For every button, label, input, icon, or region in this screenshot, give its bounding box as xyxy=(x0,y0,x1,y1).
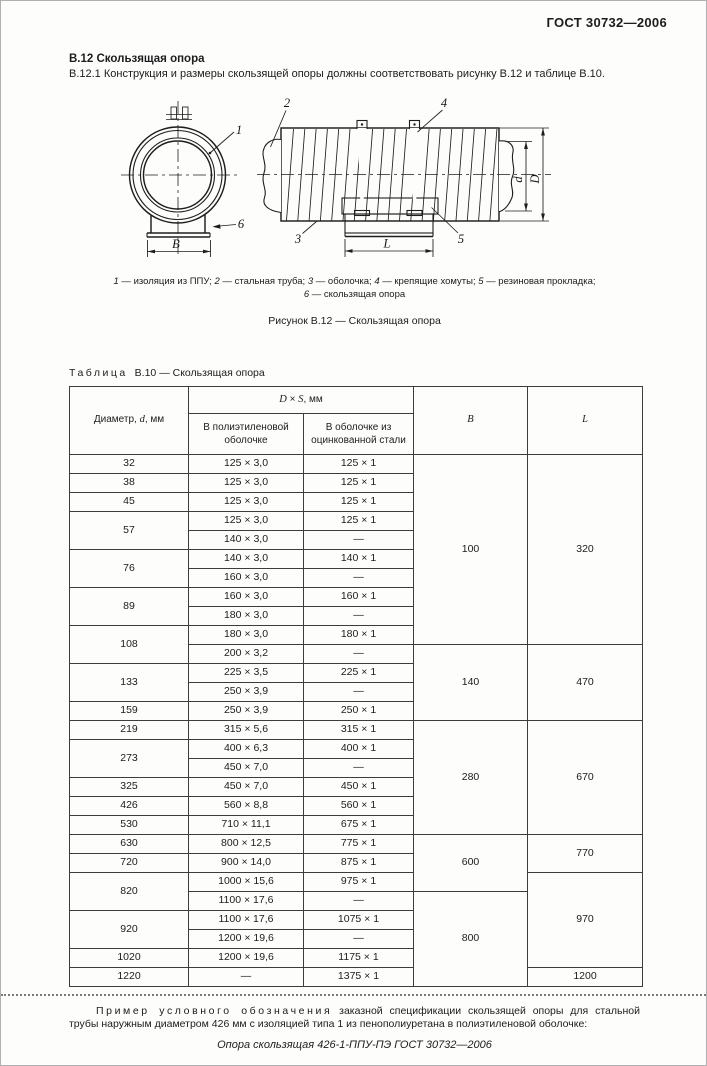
cross-section-view xyxy=(121,101,245,257)
table-cell: 720 xyxy=(70,853,189,872)
table-cell: 975 × 1 xyxy=(304,872,414,891)
table-caption xyxy=(69,367,640,379)
table-cell: 38 xyxy=(70,473,189,492)
dimension-l xyxy=(345,237,433,258)
table-caption-label: Таблица xyxy=(69,366,128,379)
table-cell: 250 × 3,9 xyxy=(189,701,304,720)
table-cell: 775 × 1 xyxy=(304,834,414,853)
legend-line-2 xyxy=(69,288,640,301)
callout-4 xyxy=(418,96,448,132)
fastening-clamp-2 xyxy=(407,121,422,216)
table-cell: 125 × 3,0 xyxy=(189,492,304,511)
table-cell: 159 xyxy=(70,701,189,720)
legend-item: 4 — крепящие хомуты; xyxy=(374,276,479,287)
table-cell: 140 × 3,0 xyxy=(189,530,304,549)
table-cell: 450 × 1 xyxy=(304,777,414,796)
callout-3 xyxy=(294,222,317,247)
table-row xyxy=(70,454,643,473)
shell-hatching xyxy=(287,129,497,221)
table-cell: 770 xyxy=(528,834,643,872)
table-cell: 1100 × 17,6 xyxy=(189,891,304,910)
table-cell: 160 × 3,0 xyxy=(189,568,304,587)
legend-item: 1 — изоляция из ППУ; xyxy=(113,276,215,287)
table-row xyxy=(70,720,643,739)
table-cell: 450 × 7,0 xyxy=(189,758,304,777)
table-cell: 125 × 1 xyxy=(304,454,414,473)
example-designation: Опора скользящая 426-1-ППУ-ПЭ ГОСТ 30732—2006 xyxy=(217,1039,492,1052)
table-cell: 200 × 3,2 xyxy=(189,644,304,663)
dimension-b xyxy=(148,237,211,257)
table-cell: 250 × 1 xyxy=(304,701,414,720)
table-cell: 125 × 3,0 xyxy=(189,454,304,473)
table-cell: 100 xyxy=(414,454,528,644)
table-cell: 400 × 1 xyxy=(304,739,414,758)
col-header-b: B xyxy=(414,386,528,454)
table-cell: 133 xyxy=(70,663,189,701)
legend-item: 3 — оболочка; xyxy=(307,276,375,287)
table-cell: 140 × 1 xyxy=(304,549,414,568)
table-cell: 219 xyxy=(70,720,189,739)
svg-text:6: 6 xyxy=(237,217,245,231)
dim-label-l: L xyxy=(383,236,391,251)
table-cell: 450 × 7,0 xyxy=(189,777,304,796)
table-cell: 970 xyxy=(528,872,643,967)
svg-text:1: 1 xyxy=(235,123,243,137)
table-row xyxy=(70,834,643,853)
table-cell: — xyxy=(304,568,414,587)
dim-label-small-d: d xyxy=(511,176,525,183)
table-cell: — xyxy=(304,758,414,777)
table-cell: 125 × 1 xyxy=(304,492,414,511)
table-cell: — xyxy=(189,967,304,986)
table-cell: 600 xyxy=(414,834,528,891)
table-cell: 800 × 12,5 xyxy=(189,834,304,853)
table-cell: 180 × 3,0 xyxy=(189,606,304,625)
table-cell: 1200 × 19,6 xyxy=(189,948,304,967)
table-cell: — xyxy=(304,682,414,701)
table-cell: 76 xyxy=(70,549,189,587)
table-cell: 630 xyxy=(70,834,189,853)
doc-number: ГОСТ 30732—2006 xyxy=(546,15,667,30)
table-cell: 710 × 11,1 xyxy=(189,815,304,834)
table-cell: 315 × 1 xyxy=(304,720,414,739)
table-cell: 1220 xyxy=(70,967,189,986)
example-lead: Пример условного обозначения xyxy=(96,1004,333,1017)
example-rest: заказной спецификации скользящей опоры для стальной трубы наружным диаметром 426 мм с изоляцией типа 1 из пенополиуретана в полиэтиленовой оболочке: xyxy=(69,1004,640,1031)
table-cell: 1075 × 1 xyxy=(304,910,414,929)
table-cell: 45 xyxy=(70,492,189,511)
table-cell: 560 × 1 xyxy=(304,796,414,815)
callout-1 xyxy=(209,123,242,154)
dim-label-big-d: D xyxy=(528,174,542,184)
table-cell: 1200 × 19,6 xyxy=(189,929,304,948)
table-cell: 160 × 3,0 xyxy=(189,587,304,606)
table-cell: 800 xyxy=(414,891,528,986)
section-paragraph: В.12.1 Конструкция и размеры скользящей опоры должны соответствовать рисунку В.12 и таблице В.10. xyxy=(69,68,605,80)
section-title: В.12 Скользящая опора xyxy=(69,53,205,65)
table-cell: 1175 × 1 xyxy=(304,948,414,967)
table-cell: 32 xyxy=(70,454,189,473)
table-cell: 1000 × 15,6 xyxy=(189,872,304,891)
table-row xyxy=(70,967,643,986)
table-cell: 470 xyxy=(528,644,643,720)
table-cell: 325 xyxy=(70,777,189,796)
table-cell: 180 × 3,0 xyxy=(189,625,304,644)
figure-legend xyxy=(69,275,640,302)
table-cell: — xyxy=(304,644,414,663)
table-cell: 108 xyxy=(70,625,189,663)
table-cell: 820 xyxy=(70,872,189,910)
table-cell: 1375 × 1 xyxy=(304,967,414,986)
table-cell: 225 × 3,5 xyxy=(189,663,304,682)
table-cell: 140 × 3,0 xyxy=(189,549,304,568)
pipe-end-left xyxy=(263,139,281,212)
table-cell: 180 × 1 xyxy=(304,625,414,644)
table-cell: 530 xyxy=(70,815,189,834)
legend-item: 6 — скользящая опора xyxy=(303,289,406,301)
table-cell: 125 × 3,0 xyxy=(189,473,304,492)
table-cell: 1020 xyxy=(70,948,189,967)
table-cell: 225 × 1 xyxy=(304,663,414,682)
pipe-end-right xyxy=(499,141,514,212)
svg-text:3: 3 xyxy=(294,232,302,246)
table-cell: — xyxy=(304,530,414,549)
table-b10 xyxy=(69,386,643,987)
svg-text:5: 5 xyxy=(457,232,465,246)
table-cell: — xyxy=(304,891,414,910)
col-header-diameter: Диаметр, d, мм xyxy=(70,386,189,454)
table-cell: 320 xyxy=(528,454,643,644)
dim-label-b: B xyxy=(172,237,180,251)
table-cell: 273 xyxy=(70,739,189,777)
side-view xyxy=(257,96,551,257)
figure-drawing xyxy=(91,93,571,273)
table-cell: 250 × 3,9 xyxy=(189,682,304,701)
example-paragraph xyxy=(69,1005,640,1033)
table-cell: 57 xyxy=(70,511,189,549)
legend-item: 5 — резиновая прокладка; xyxy=(478,276,596,287)
table-cell: 675 × 1 xyxy=(304,815,414,834)
table-cell: 560 × 8,8 xyxy=(189,796,304,815)
callout-5 xyxy=(432,208,465,247)
table-cell: 160 × 1 xyxy=(304,587,414,606)
table-cell: 125 × 1 xyxy=(304,473,414,492)
table-cell: 920 xyxy=(70,910,189,948)
col-header-l: L xyxy=(528,386,643,454)
table-cell: 89 xyxy=(70,587,189,625)
table-cell: 426 xyxy=(70,796,189,815)
table-cell: 140 xyxy=(414,644,528,720)
table-cell: — xyxy=(304,606,414,625)
table-cell: 875 × 1 xyxy=(304,853,414,872)
table-cell: 125 × 3,0 xyxy=(189,511,304,530)
dotted-divider xyxy=(1,994,706,996)
col-header-pe: В полиэтиленовой оболочке xyxy=(189,413,304,454)
clamp-bolts-icon xyxy=(166,107,192,120)
table-cell: 1100 × 17,6 xyxy=(189,910,304,929)
table-cell: 670 xyxy=(528,720,643,834)
figure-caption: Рисунок В.12 — Скользящая опора xyxy=(268,314,441,327)
table-row xyxy=(70,872,643,891)
col-header-ds: D × S, мм xyxy=(189,386,414,413)
svg-text:2: 2 xyxy=(283,96,291,110)
table-cell: 1200 xyxy=(528,967,643,986)
table-cell: 315 × 5,6 xyxy=(189,720,304,739)
legend-line-1 xyxy=(69,275,640,288)
legend-item: 2 — стальная труба; xyxy=(214,276,308,287)
table-caption-title: В.10 — Скользящая опора xyxy=(134,366,265,379)
table-cell: 400 × 6,3 xyxy=(189,739,304,758)
table-cell: 280 xyxy=(414,720,528,834)
table-cell: 900 × 14,0 xyxy=(189,853,304,872)
table-cell: — xyxy=(304,929,414,948)
svg-text:4: 4 xyxy=(440,96,448,110)
table-cell: 125 × 1 xyxy=(304,511,414,530)
col-header-steel: В оболочке из оцинкованной стали xyxy=(304,413,414,454)
callout-6 xyxy=(213,217,245,231)
